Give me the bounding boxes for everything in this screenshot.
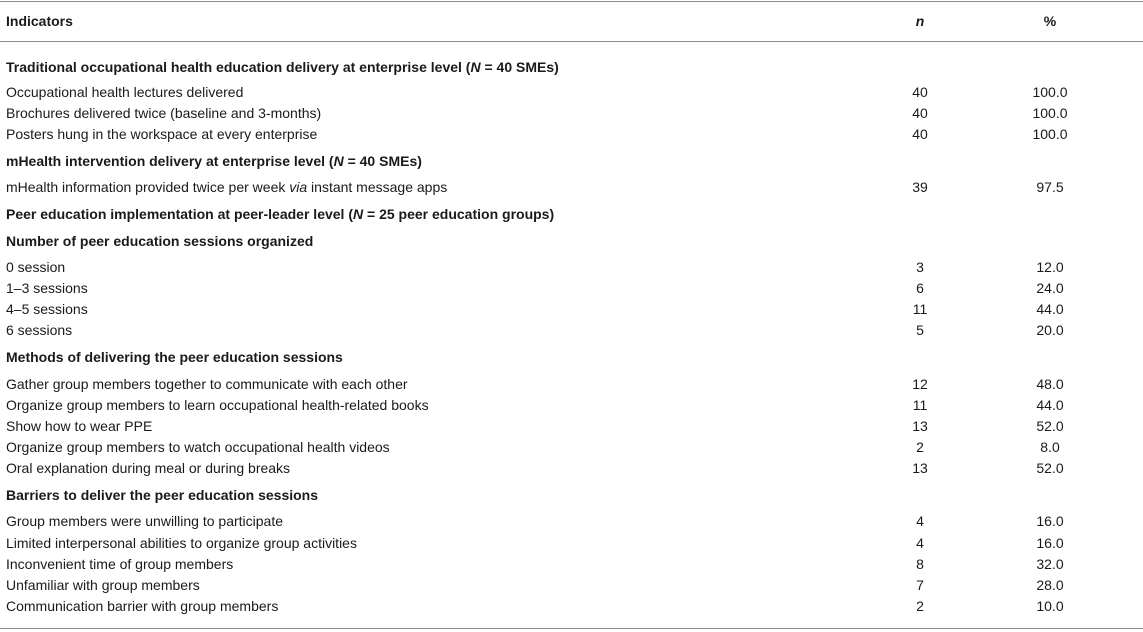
- table-row: [0, 82, 1143, 103]
- row-percent: 100.0: [1032, 105, 1068, 121]
- row-percent: 20.0: [1036, 322, 1064, 338]
- row-percent: 44.0: [1036, 301, 1064, 317]
- row-percent: 32.0: [1036, 556, 1064, 572]
- row-n: 3: [916, 259, 924, 275]
- row-n: 39: [912, 179, 928, 195]
- row-n: 11: [912, 301, 928, 317]
- table-header-rule: [0, 41, 1143, 42]
- header-n: n: [915, 13, 925, 29]
- section-row: [0, 231, 1143, 252]
- row-percent: 52.0: [1036, 460, 1064, 476]
- row-indicator: 0 session: [6, 259, 66, 275]
- row-n: 11: [912, 397, 928, 413]
- section-label: Peer education implementation at peer-leader level (N = 25 peer education groups): [6, 206, 555, 222]
- section-label: Methods of delivering the peer education sessions: [6, 349, 343, 365]
- table-row: [0, 124, 1143, 145]
- table-row: [0, 458, 1143, 479]
- row-n: 8: [916, 556, 924, 572]
- table-row: [0, 257, 1143, 278]
- row-percent: 10.0: [1036, 598, 1064, 614]
- row-percent: 48.0: [1036, 376, 1064, 392]
- row-indicator: mHealth information provided twice per week via instant message apps: [6, 179, 448, 195]
- section-row: [0, 57, 1143, 78]
- row-indicator: Group members were unwilling to participate: [6, 513, 284, 529]
- section-row: [0, 204, 1143, 225]
- row-indicator: 4–5 sessions: [6, 301, 88, 317]
- table-row: [0, 596, 1143, 617]
- table-row: [0, 554, 1143, 575]
- row-indicator: Inconvenient time of group members: [6, 556, 234, 572]
- row-n: 40: [912, 105, 928, 121]
- row-indicator: Show how to wear PPE: [6, 418, 153, 434]
- row-n: 12: [912, 376, 928, 392]
- row-percent: 16.0: [1036, 513, 1064, 529]
- row-indicator: 6 sessions: [6, 322, 73, 338]
- row-percent: 100.0: [1032, 126, 1068, 142]
- row-indicator: Occupational health lectures delivered: [6, 84, 244, 100]
- table-row: [0, 395, 1143, 416]
- table-row: [0, 374, 1143, 395]
- section-label: Number of peer education sessions organized: [6, 233, 314, 249]
- table-row: [0, 299, 1143, 320]
- table-row: [0, 511, 1143, 532]
- table-row: [0, 416, 1143, 437]
- row-n: 13: [912, 460, 928, 476]
- table-row: [0, 103, 1143, 124]
- row-percent: 97.5: [1036, 179, 1064, 195]
- table-row: [0, 533, 1143, 554]
- table-top-rule: [0, 1, 1143, 2]
- section-label: mHealth intervention delivery at enterprise level (N = 40 SMEs): [6, 153, 422, 169]
- row-percent: 44.0: [1036, 397, 1064, 413]
- header-percent: %: [1043, 13, 1057, 29]
- row-percent: 12.0: [1036, 259, 1064, 275]
- row-indicator: Gather group members together to communicate with each other: [6, 376, 408, 392]
- row-n: 5: [916, 322, 924, 338]
- section-row: [0, 485, 1143, 506]
- row-percent: 100.0: [1032, 84, 1068, 100]
- row-indicator: 1–3 sessions: [6, 280, 88, 296]
- row-indicator: Posters hung in the workspace at every enterprise: [6, 126, 318, 142]
- row-n: 6: [916, 280, 924, 296]
- header-indicators: Indicators: [6, 13, 73, 29]
- row-n: 2: [916, 598, 924, 614]
- table-row: [0, 177, 1143, 198]
- section-label: Barriers to deliver the peer education sessions: [6, 487, 319, 503]
- table-row: [0, 437, 1143, 458]
- row-n: 13: [912, 418, 928, 434]
- row-n: 40: [912, 84, 928, 100]
- row-indicator: Organize group members to learn occupational health-related books: [6, 397, 429, 413]
- section-row: [0, 347, 1143, 368]
- table-bottom-rule: [0, 628, 1143, 629]
- table-row: [0, 320, 1143, 341]
- row-indicator: Organize group members to watch occupational health videos: [6, 439, 390, 455]
- row-n: 4: [916, 535, 924, 551]
- section-label: Traditional occupational health education delivery at enterprise level (N = 40 SMEs): [6, 59, 559, 75]
- row-n: 4: [916, 513, 924, 529]
- row-n: 7: [916, 577, 924, 593]
- row-n: 2: [916, 439, 924, 455]
- row-percent: 16.0: [1036, 535, 1064, 551]
- row-indicator: Limited interpersonal abilities to organize group activities: [6, 535, 357, 551]
- table-row: [0, 575, 1143, 596]
- row-indicator: Brochures delivered twice (baseline and 3-months): [6, 105, 322, 121]
- section-row: [0, 151, 1143, 172]
- table-row: [0, 278, 1143, 299]
- table-header-row: [0, 11, 1143, 32]
- row-n: 40: [912, 126, 928, 142]
- row-percent: 52.0: [1036, 418, 1064, 434]
- row-percent: 8.0: [1040, 439, 1060, 455]
- row-indicator: Oral explanation during meal or during breaks: [6, 460, 291, 476]
- row-percent: 28.0: [1036, 577, 1064, 593]
- row-percent: 24.0: [1036, 280, 1064, 296]
- row-indicator: Unfamiliar with group members: [6, 577, 200, 593]
- row-indicator: Communication barrier with group members: [6, 598, 279, 614]
